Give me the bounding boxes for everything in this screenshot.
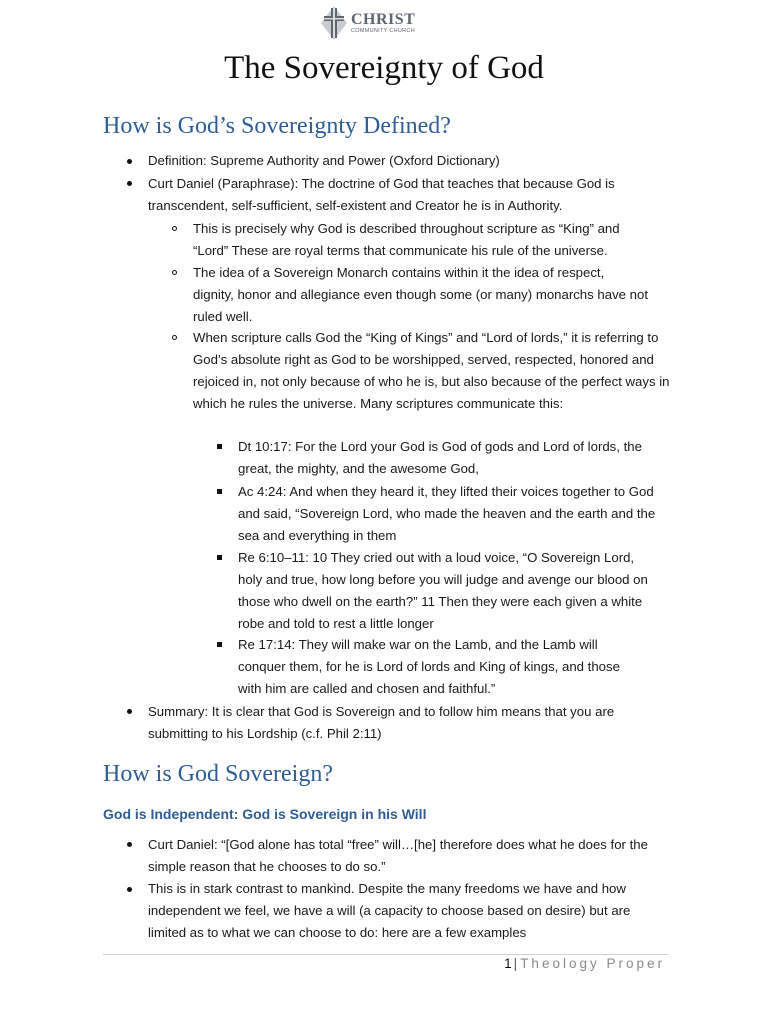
- sub-point-monarch: The idea of a Sovereign Monarch contains within it the idea of respect, dignity, honor and allegiance even though some (or many) monarchs have not ruled well.: [193, 265, 648, 324]
- sub-point-king-of-kings: When scripture calls God the “King of Kings” and “Lord of lords,” it is referring to God’s absolute right as God to be worshipped, served, respected, honored and rejoiced in, not only because of who he is, but also because of the perfect ways in which he rules the universe. Many scriptures communicate this:: [193, 330, 670, 411]
- sub-point-king-lord: This is precisely why God is described throughout scripture as “King” and “Lord” These are royal terms that communicate his rule of the universe.: [193, 221, 620, 258]
- hollow-bullet-icon: [172, 335, 177, 340]
- curt-daniel-point: Curt Daniel (Paraphrase): The doctrine of God that teaches that because God is transcendent, self-sufficient, self-existent and Creator he is in Authority.: [148, 176, 615, 213]
- square-bullet-icon: [217, 555, 222, 560]
- logo-subtitle: COMMUNITY CHURCH: [351, 27, 415, 34]
- scripture-re-6-10: Re 6:10–11: 10 They cried out with a loud voice, “O Sovereign Lord, holy and true, how long before you will judge and avenge our blood on those who dwell on the earth?” 11 Then they were each given a white robe and told to rest a little longer: [238, 550, 648, 631]
- section-heading-how: How is God Sovereign?: [103, 761, 333, 787]
- bullet-icon: [127, 159, 132, 164]
- curt-daniel-quote: Curt Daniel: “[God alone has total “free” will…[he] therefore does what he does for the simple reason that he chooses to do so.”: [148, 837, 648, 874]
- document-title: The Sovereignty of God: [224, 50, 544, 86]
- summary-point: Summary: It is clear that God is Sovereign and to follow him means that you are submitting to his Lordship (c.f. Phil 2:11): [148, 704, 615, 741]
- bullet-icon: [127, 709, 132, 714]
- scripture-dt-10-17: Dt 10:17: For the Lord your God is God of gods and Lord of lords, the great, the mighty, and the awesome God,: [238, 439, 642, 476]
- footer-separator: |: [513, 956, 518, 971]
- subheading-independent: God is Independent: God is Sovereign in his Will: [103, 806, 427, 822]
- contrast-point: This is in stark contrast to mankind. Despite the many freedoms we have and how independent we feel, we have a will (a capacity to choose based on desire) but are limited as to what we can choose to do: here are a few examples: [148, 881, 631, 940]
- page-number: 1: [504, 956, 512, 971]
- square-bullet-icon: [217, 444, 222, 449]
- hollow-bullet-icon: [172, 226, 177, 231]
- cross-icon: [320, 5, 348, 41]
- section-heading-defined: How is God’s Sovereignty Defined?: [103, 113, 451, 139]
- logo-name: CHRIST: [351, 10, 416, 28]
- bullet-icon: [127, 887, 132, 892]
- hollow-bullet-icon: [172, 270, 177, 275]
- scripture-ac-4-24: Ac 4:24: And when they heard it, they lifted their voices together to God and said, “Sovereign Lord, who made the heaven and the earth and the sea and everything in them: [238, 484, 656, 543]
- page-footer: [504, 955, 665, 973]
- bullet-icon: [127, 842, 132, 847]
- definition-point: Definition: Supreme Authority and Power (Oxford Dictionary): [148, 153, 500, 168]
- church-logo: [320, 3, 432, 43]
- scripture-re-17-14: Re 17:14: They will make war on the Lamb, and the Lamb will conquer them, for he is Lord of lords and King of kings, and those with him are called and chosen and faithful.”: [238, 637, 620, 696]
- footer-text: Theology Proper: [520, 956, 665, 971]
- bullet-icon: [127, 181, 132, 186]
- square-bullet-icon: [217, 489, 222, 494]
- square-bullet-icon: [217, 642, 222, 647]
